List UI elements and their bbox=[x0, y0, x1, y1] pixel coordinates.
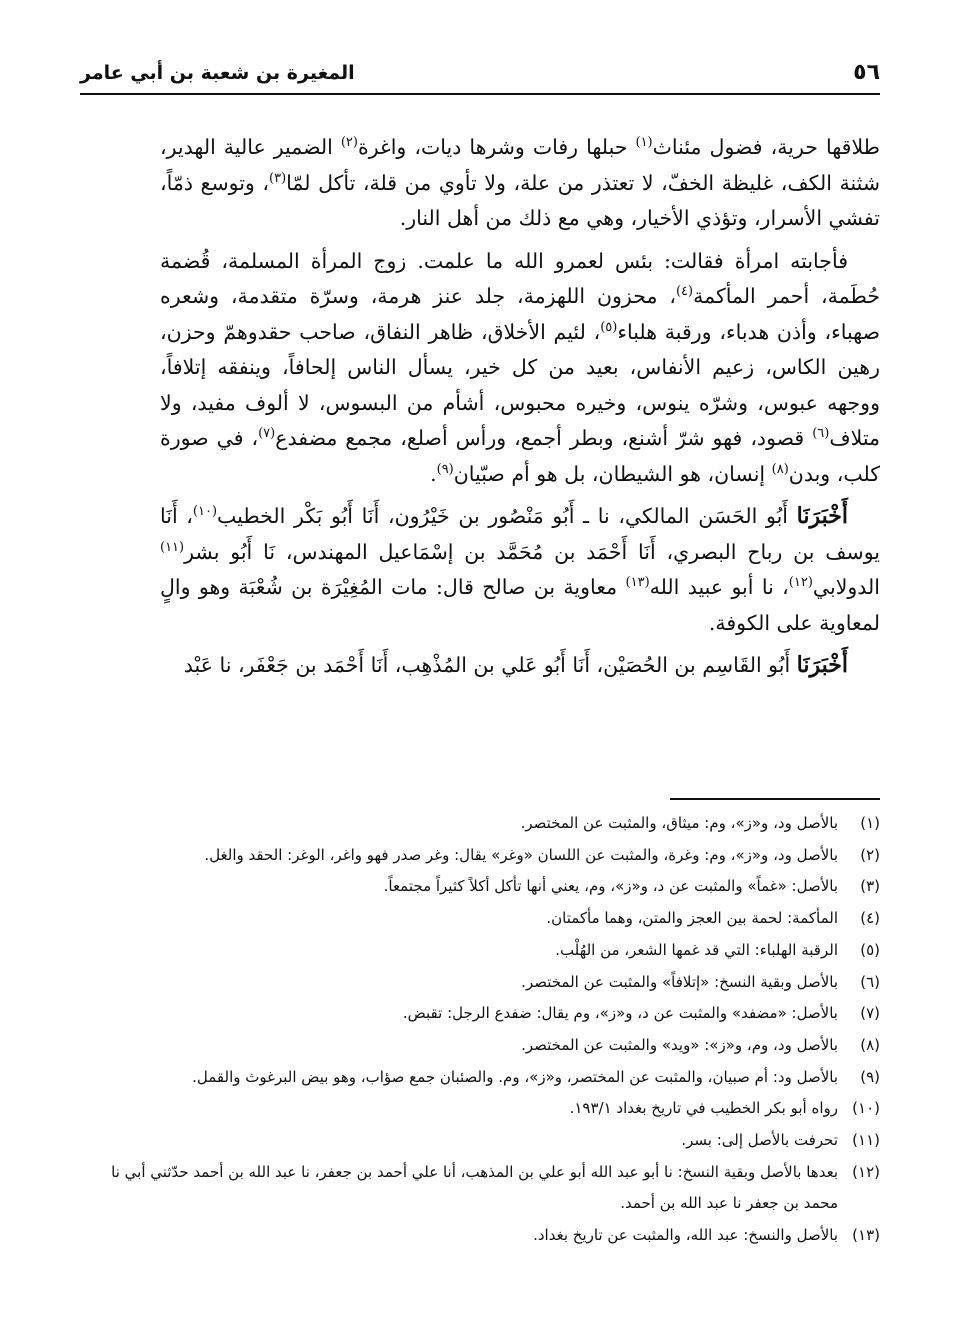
text-segment: أَبُو القَاسِم بن الحُصَيْن، أَنَا أَبُو عَلي بن المُذْهِب، أَنَا أَحْمَد بن جَعْفَر، نا عَبْد bbox=[183, 653, 797, 677]
footnote-ref: (١) bbox=[635, 135, 653, 151]
footnote-ref: (٩) bbox=[436, 461, 454, 477]
footnote-ref: (١١) bbox=[160, 539, 185, 555]
footnote-number: (٢) bbox=[860, 845, 880, 864]
footnote-ref: (٥) bbox=[600, 319, 618, 335]
page-number: ٥٦ bbox=[853, 60, 880, 85]
footnote bbox=[80, 998, 880, 1030]
running-title: المغيرة بن شعبة بن أبي عامر bbox=[80, 62, 355, 84]
footnote-ref: (٤) bbox=[675, 284, 694, 300]
footnote bbox=[80, 1125, 880, 1157]
footnote-ref: (١٢) bbox=[788, 575, 813, 591]
footnote-text: بعدها بالأصل وبقية النسخ: نا أبو عبد الله أبو علي بن المذهب، أنا علي أحمد بن جعفر، نا عبد الله بن أحمد حدّثني أبي نا محمد بن جعفر نا عبد الله بن أحمد. bbox=[111, 1162, 838, 1213]
footnote bbox=[80, 1093, 880, 1125]
footnote bbox=[80, 1030, 880, 1062]
footnote bbox=[80, 903, 880, 935]
text-segment: ، لئيم الأخلاق، ظاهر النفاق، صاحب حقدوهمّ وحزن، رهين الكاس، زعيم الأنفاس، بعيد من كل خير، يسأل الناس إلحافاً، وينفقه إتلافاً، ووجهه عبوس، وشرّه ينوس، وخيره محبوس، أشأم من البسوس، لا ألوف مفيد، ولا متلاف bbox=[160, 319, 880, 450]
footnote-ref: (١٣) bbox=[625, 575, 650, 591]
footnote-ref: (٦) bbox=[812, 426, 830, 442]
text-segment: طلاقها حرية، فضول مئناث bbox=[652, 135, 880, 159]
footnote-number: (١٣) bbox=[852, 1226, 880, 1245]
footnote-number: (٤) bbox=[860, 909, 880, 928]
footnote-ref: (٨) bbox=[771, 461, 789, 477]
footnote-text: بالأصل ود: أم صبيان، والمثبت عن المختصر، و«ز»، وم. والصئبان جمع صؤاب، وهو بيض البرغوث والقمل. bbox=[192, 1067, 838, 1086]
paragraph-1 bbox=[160, 130, 880, 237]
footnote bbox=[80, 1220, 880, 1252]
footnote-separator bbox=[670, 798, 880, 800]
text-segment: . bbox=[430, 461, 437, 486]
akhbarana-lead: أَخْبَرَنَا bbox=[796, 652, 848, 678]
text-segment: ، نا أبو عبيد الله bbox=[649, 575, 789, 599]
footnote-text: الرقبة الهلباء: التي قد غمها الشعر، من الهُلْب. bbox=[555, 940, 838, 959]
footnote-text: المأكمة: لحمة بين العجز والمتن، وهما مأكمتان. bbox=[546, 909, 838, 928]
footnote-number: (٧) bbox=[860, 1004, 880, 1023]
text-segment: فأجابته امرأة فقالت: بئس لعمرو الله ما علمت. زوج المرأة المسلمة، قُضمة حُطَمة، أحمر المأكمة bbox=[160, 248, 881, 308]
footnote bbox=[80, 935, 880, 967]
text-segment: أَبُو الحَسَن المالكي، نا ـ أَبُو مَنْصُور بن خَيْرُون، أَنَا أَبُو بَكْر الخطيب bbox=[217, 504, 797, 528]
footnote-ref: (٢) bbox=[340, 135, 358, 151]
footnote bbox=[80, 967, 880, 999]
footnote-number: (١٠) bbox=[852, 1099, 880, 1118]
main-text bbox=[160, 130, 880, 691]
paragraph-2 bbox=[160, 244, 880, 493]
footnote-text: بالأصل: «غماً» والمثبت عن د، و«ز»، وم، يعني أنها تأكل أكلاً كثيراً مجتمعاً. bbox=[383, 877, 838, 896]
footnote bbox=[80, 871, 880, 903]
text-segment: ، في صورة كلب، وبدن bbox=[160, 426, 880, 486]
paragraph-3 bbox=[160, 499, 880, 641]
footnote-ref: (١٠) bbox=[192, 504, 218, 520]
footnote bbox=[80, 1157, 880, 1220]
text-segment: إنسان، هو الشيطان، بل هو أم صبّيان bbox=[453, 461, 772, 486]
footnote-text: تحرفت بالأصل إلى: بسر. bbox=[681, 1131, 838, 1150]
text-segment: ، وتوسع ذمّاً، تفشي الأسرار، وتؤذي الأخيار، وهي مع ذلك من أهل النار. bbox=[160, 170, 880, 230]
footnotes bbox=[80, 808, 880, 1252]
footnote-text: بالأصل: «مضفد» والمثبت عن د، و«ز»، وم يقال: ضفدع الرجل: تقبض. bbox=[402, 1004, 838, 1023]
footnote-number: (١٢) bbox=[852, 1162, 880, 1181]
footnote-number: (١١) bbox=[852, 1131, 880, 1150]
footnote-number: (٩) bbox=[860, 1067, 880, 1086]
footnote-ref: (٣) bbox=[269, 170, 287, 186]
footnote-number: (٣) bbox=[860, 877, 880, 896]
page-header bbox=[80, 54, 880, 88]
text-segment: ، أَنَا يوسف بن رباح البصري، أَنَا أَحْمَد بن مُحَمَّد بن إسْمَاعيل المهندس، نَا أَبُو بشر bbox=[160, 504, 880, 564]
akhbarana-lead: أَخْبَرَنَا bbox=[796, 503, 848, 529]
footnote-number: (٦) bbox=[860, 972, 880, 991]
footnote-text: رواه أبو بكر الخطيب في تاريخ بغداد ١٩٣/١. bbox=[569, 1099, 838, 1118]
footnote-ref: (٧) bbox=[258, 426, 276, 442]
footnote-text: بالأصل ود، و«ز»، وم: ميثاق، والمثبت عن المختصر. bbox=[520, 814, 838, 832]
header-rule bbox=[80, 93, 880, 95]
footnote-number: (٥) bbox=[860, 940, 880, 959]
footnote bbox=[80, 808, 880, 840]
text-segment: معاوية بن صالح قال: مات المُغِيْرَة بن شُعْبَة وهو والٍ لمعاوية على الكوفة. bbox=[160, 575, 880, 635]
footnote bbox=[80, 840, 880, 872]
text-segment: ، محزون اللهزمة، جلد عنز هرمة، وسرّة متقدمة، وشعره صهباء، وأذن هدباء، ورقبة هلباء bbox=[160, 284, 880, 344]
footnote-text: بالأصل ود، و«ز»، وم: وغرة، والمثبت عن اللسان «وغر» يقال: وغر صدر فهو واغر، الوغر: الحقد والغل. bbox=[204, 845, 838, 864]
paragraph-4 bbox=[160, 648, 880, 684]
footnote-text: بالأصل وبقية النسخ: «إتلافاً» والمثبت عن المختصر. bbox=[521, 972, 838, 991]
footnote-number: (٨) bbox=[860, 1035, 880, 1054]
text-segment: حبلها رفات وشرها ديات، واغرة bbox=[357, 135, 636, 159]
text-segment: قصود، فهو شرّ أشنع، وبطر أجمع، ورأس أصلع، مجمع مضفدع bbox=[275, 426, 813, 450]
text-segment: الدولابي bbox=[812, 575, 880, 599]
footnote bbox=[80, 1062, 880, 1094]
footnote-text: بالأصل والنسخ: عبد الله، والمثبت عن تاريخ بغداد. bbox=[533, 1226, 838, 1245]
footnote-number: (١) bbox=[860, 814, 880, 832]
footnote-text: بالأصل ود، وم، و«ز»: «ويد» والمثبت عن المختصر. bbox=[521, 1035, 838, 1054]
text-segment: الضمير عالية الهدير، شثنة الكف، غليظة الخفّ، لا تعتذر من علة، ولا تأوي من قلة، تأكل لمّا bbox=[160, 135, 880, 195]
